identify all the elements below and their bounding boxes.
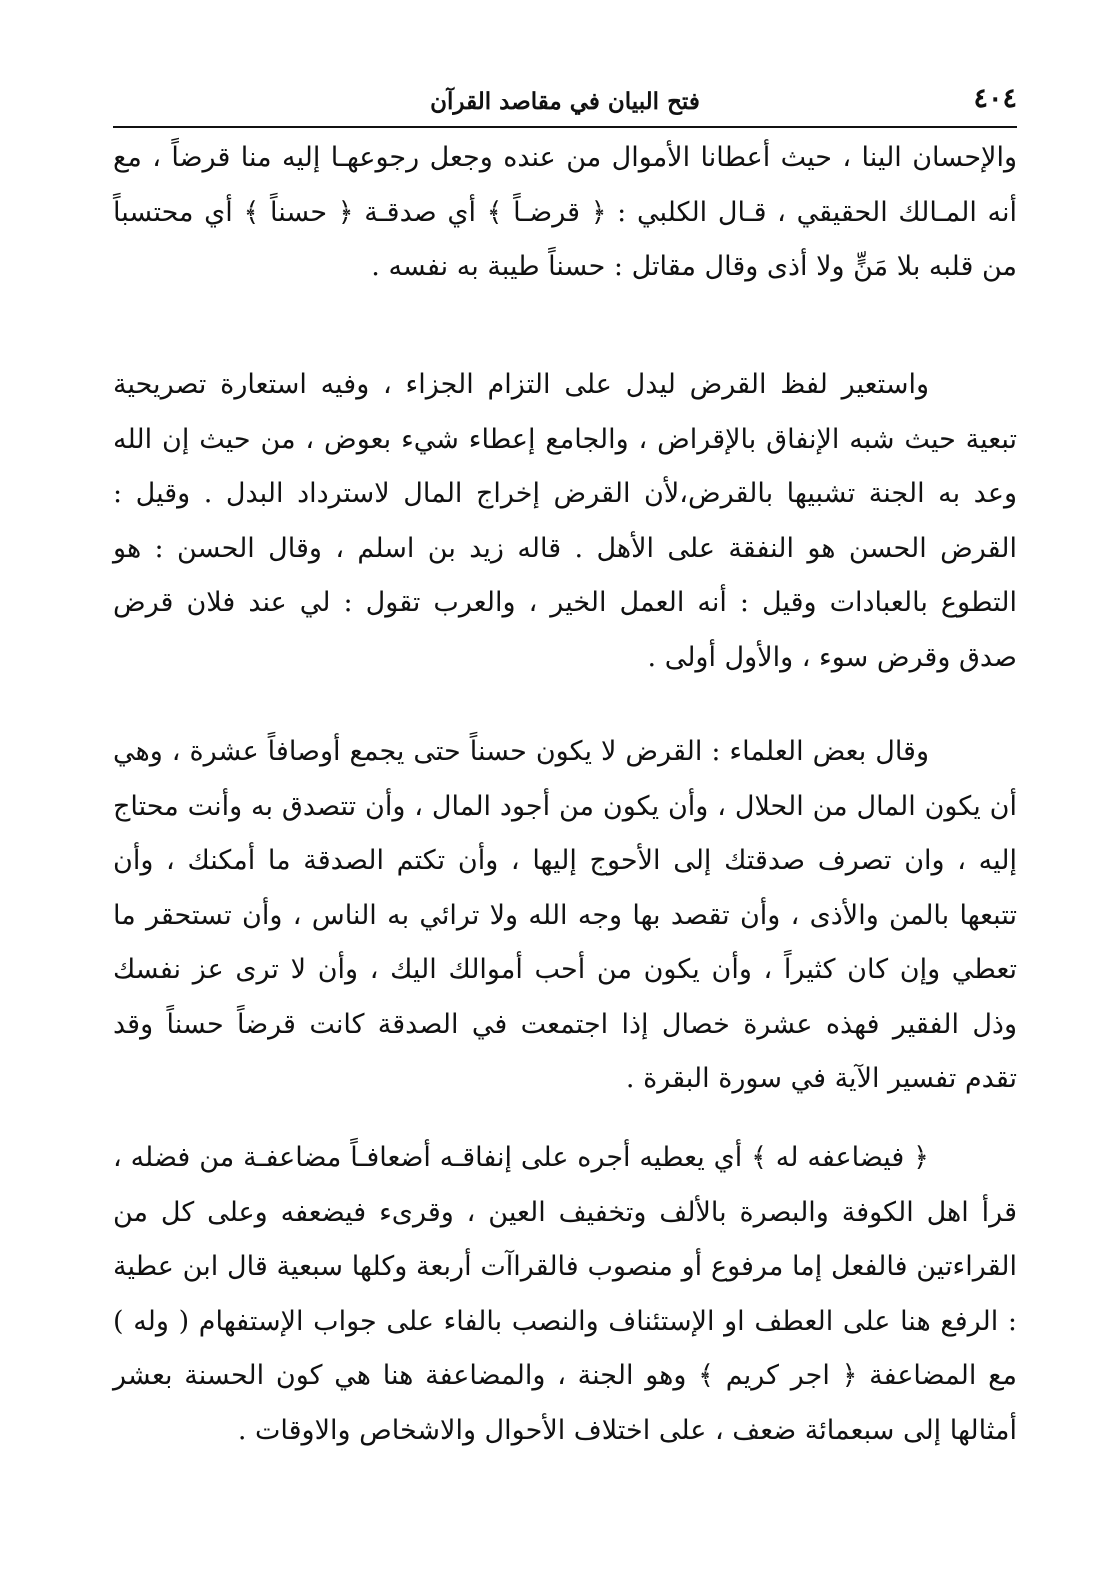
paragraph-text: واستعير لفظ القرض ليدل على التزام الجزاء ، وفيه استعارة تصريحية تبعية حيث شبه الإنفاق بالإقراض ، والجامع إعطاء شيء بعوض ، من حيث إن الله وعد به الجنة تشبيها بالقرض،لأن القرض إخراج المال لاسترداد البدل . وقيل : القرض الحسن هو النفقة على الأهل . قاله زيد بن اسلم ، وقال الحسن : هو التطوع بالعبادات وقيل : أنه العمل الخير ، والعرب تقول : لي عند فلان قرض صدق وقرض سوء ، والأول أولى . xyxy=(113,369,1017,673)
page-number: ٤٠٤ xyxy=(973,83,1017,114)
page-header xyxy=(113,78,1017,128)
paragraph-1 xyxy=(113,131,1017,295)
paragraph-2 xyxy=(113,358,1017,685)
paragraph-text: وقال بعض العلماء : القرض لا يكون حسناً حتى يجمع أوصافاً عشرة ، وهي أن يكون المال من الحلال ، وأن يكون من أجود المال ، وأن تتصدق به وأنت محتاج إليه ، وان تصرف صدقتك إلى الأحوج إليها ، وأن تكتم الصدقة ما أمكنك ، وأن تتبعها بالمن والأذى ، وأن تقصد بها وجه الله ولا ترائي به الناس ، وأن تستحقر ما تعطي وإن كان كثيراً ، وأن يكون من أحب أموالك اليك ، وأن لا ترى عز نفسك وذل الفقير فهذه عشرة خصال إذا اجتمعت في الصدقة كانت قرضاً حسناً وقد تقدم تفسير الآية في سورة البقرة . xyxy=(113,736,1017,1094)
running-title: فتح البيان في مقاصد القرآن xyxy=(430,88,700,115)
paragraph-text: ﴿ فيضاعفه له ﴾ أي يعطيه أجره على إنفاقـه أضعافـاً مضاعفـة من فضله ، قرأ اهل الكوفة والبصرة بالألف وتخفيف العين ، وقرىء فيضعفه وعلى كل من القراءتين فالفعل إما مرفوع أو منصوب فالقراآت أربعة وكلها سبعية قال ابن عطية : الرفع هنا على العطف او الإستئناف والنصب بالفاء على جواب الإستفهام ( وله ) مع المضاعفة ﴿ اجر كريم ﴾ وهو الجنة ، والمضاعفة هنا هي كون الحسنة بعشر أمثالها إلى سبعمائة ضعف ، على اختلاف الأحوال والاشخاص والاوقات . xyxy=(113,1142,1017,1446)
paragraph-3 xyxy=(113,725,1017,1107)
paragraph-4 xyxy=(113,1131,1017,1458)
paragraph-text: والإحسان الينا ، حيث أعطانا الأموال من عنده وجعل رجوعهـا إليه منا قرضاً ، مع أنه المـالك الحقيقي ، قـال الكلبي : ﴿ قرضـاً ﴾ أي صدقـة ﴿ حسناً ﴾ أي محتسباً من قلبه بلا مَنٍّ ولا أذى وقال مقاتل : حسناً طيبة به نفسه . xyxy=(113,142,1017,282)
